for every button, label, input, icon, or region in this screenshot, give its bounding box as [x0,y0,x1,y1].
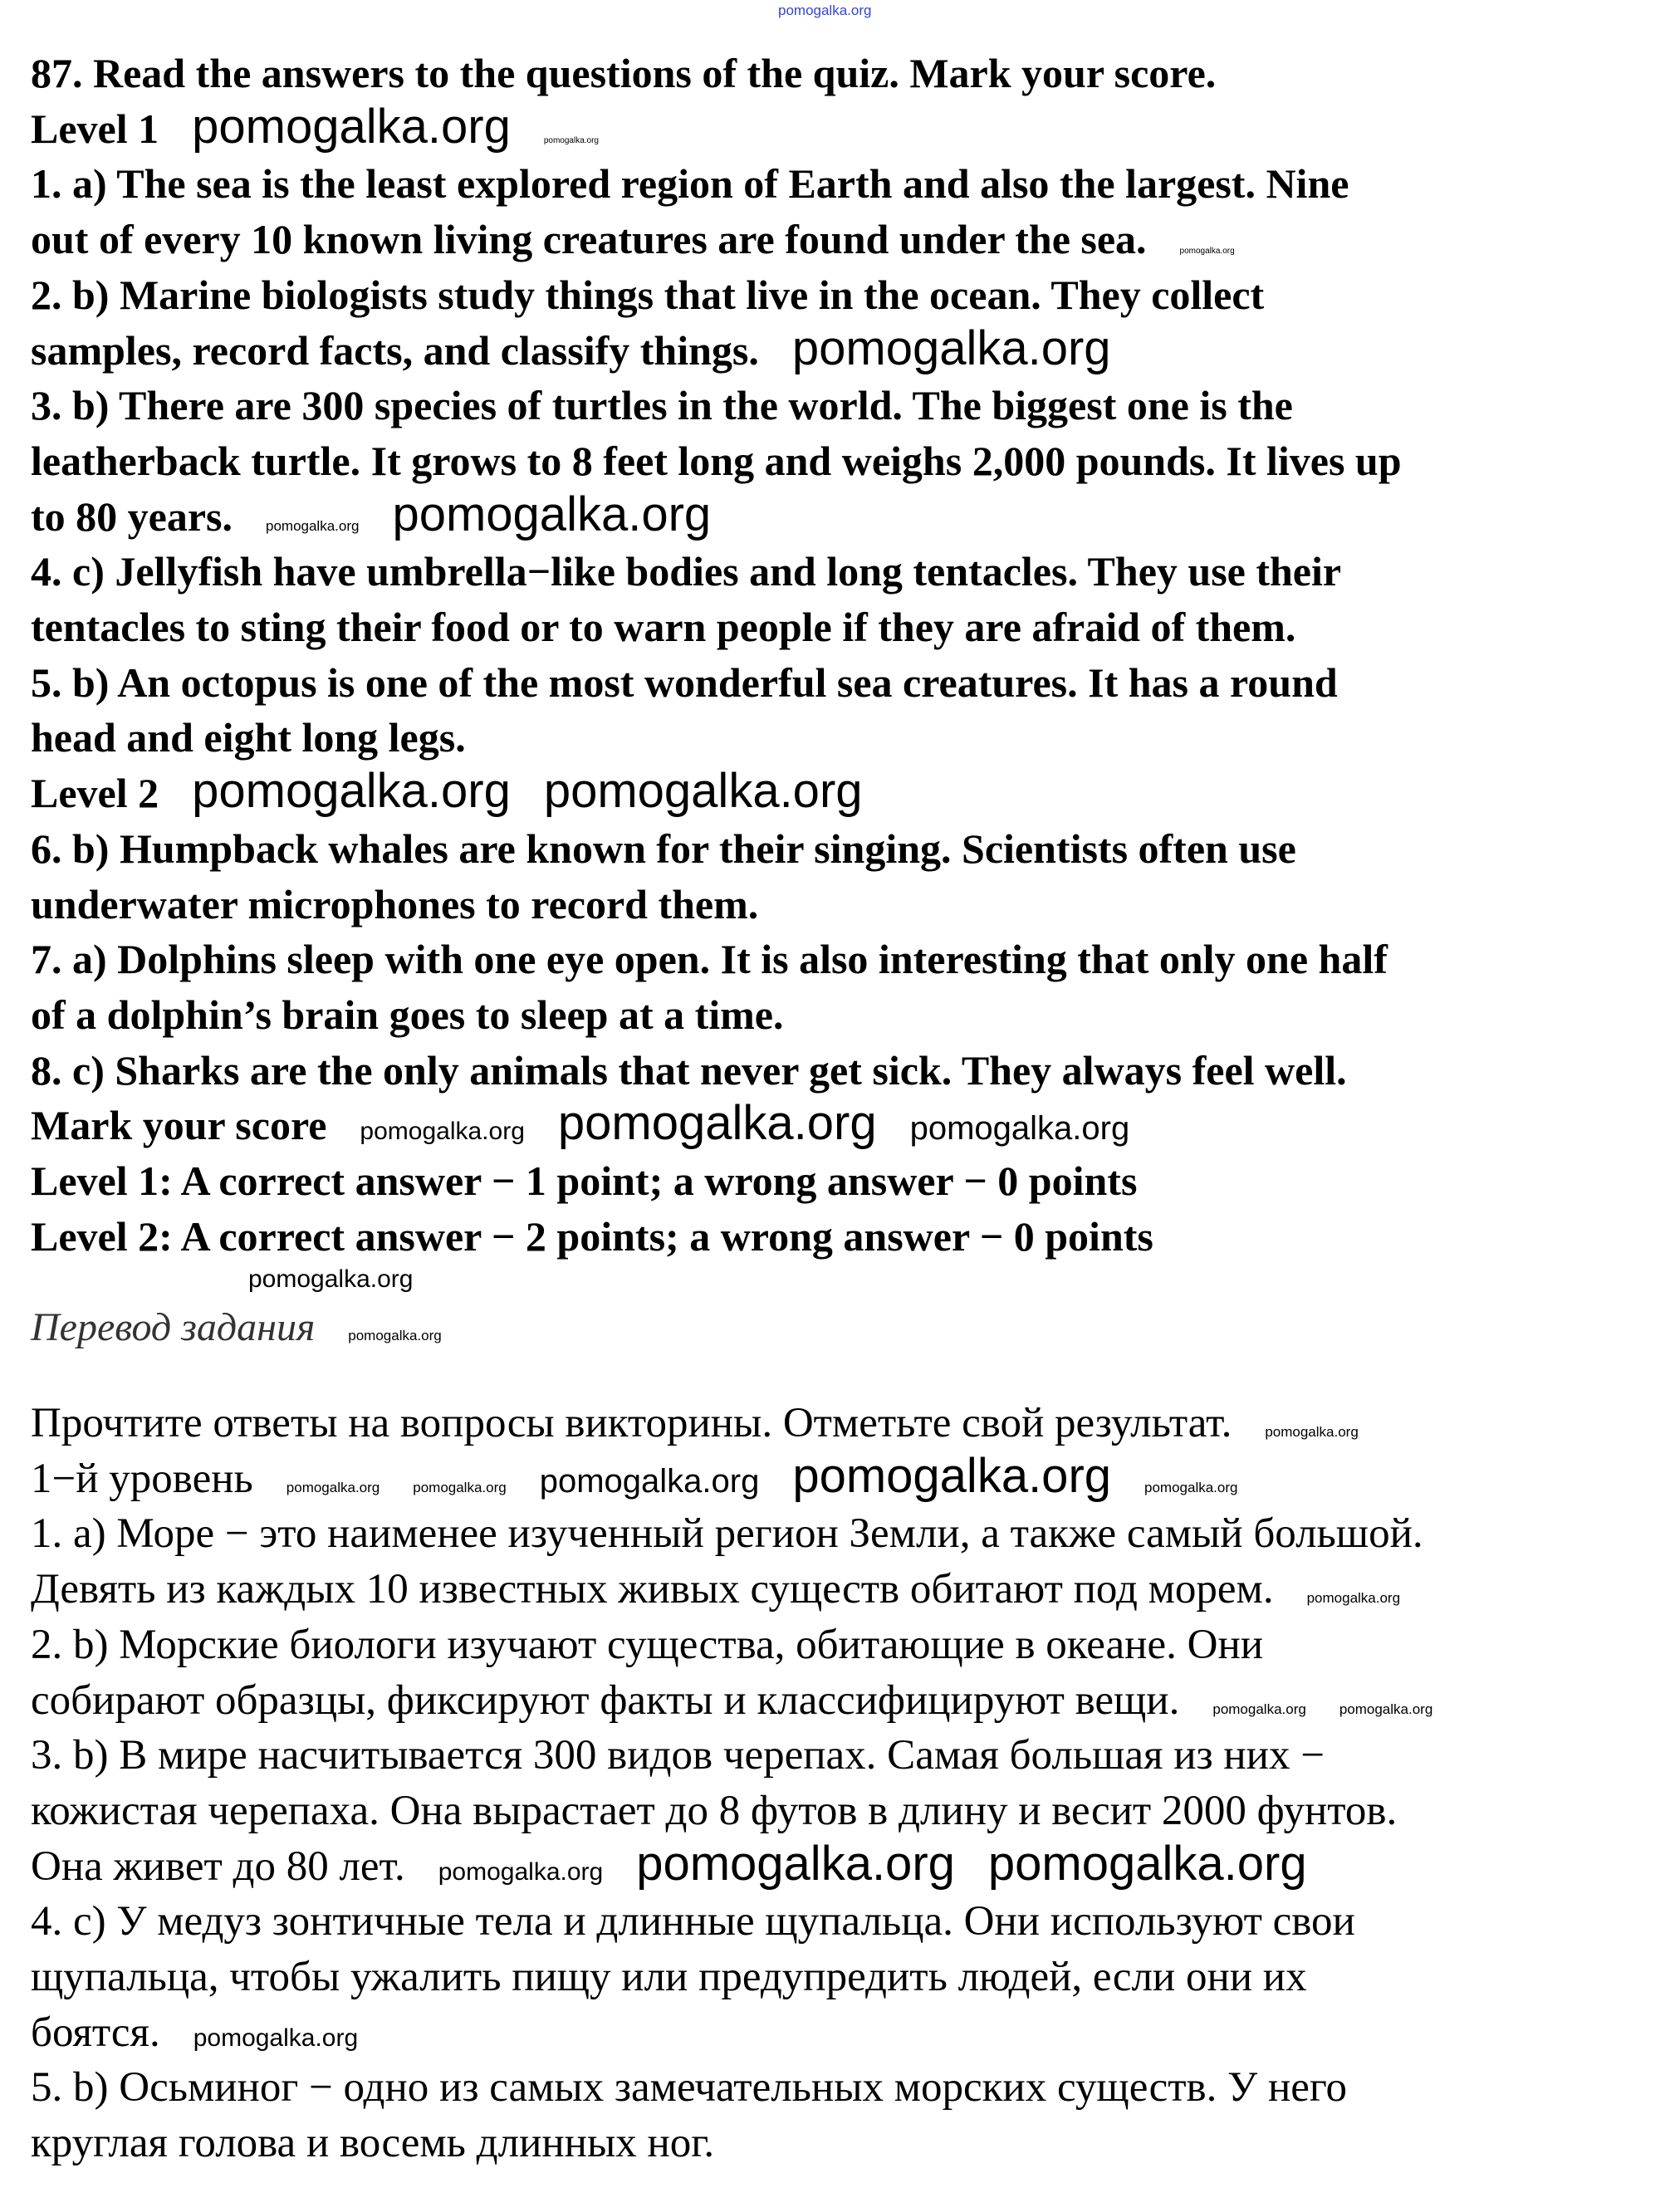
translation-line-text: круглая голова и восемь длинных ног. [31,2120,715,2167]
watermark: pomogalka.org [392,487,712,541]
task-line [31,1209,1153,1264]
translation-line-text: 5. b) Осьминог − одно из самых замечательных морских существ. У него [31,2064,1348,2112]
task-line [31,1153,1137,1208]
task-line-text: tentacles to sting their food or to warn people if they are afraid of them. [31,604,1296,650]
translation-line [31,1836,1307,1894]
task-line [31,212,1235,267]
watermark: pomogalka.org [1306,1590,1401,1607]
task-line-text: 8. c) Sharks are the only animals that never get sick. They always feel well. [31,1046,1347,1094]
task-line-text: 1. a) The sea is the least explored region of Earth and also the largest. Nine [31,160,1349,208]
task-line-text: Mark your score [31,1102,327,1149]
translation-line-text: 3. b) В мире насчитывается 300 видов черепах. Самая большая из них − [31,1732,1325,1779]
task-line [31,433,1402,488]
task-line [31,932,1388,986]
task-line [31,766,863,820]
task-line [31,489,711,544]
task-line-text: to 80 years. [31,492,233,540]
translation-line-text: щупальца, чтобы ужалить пищу или предупредить людей, если они их [31,1954,1307,2000]
task-line-text: Level 1: A correct answer − 1 point; a wrong answer − 0 points [31,1157,1138,1204]
watermark: pomogalka.org [348,1328,442,1343]
watermark: pomogalka.org [987,1836,1307,1891]
watermark: pomogalka.org [1144,1479,1238,1495]
translation-line [31,2005,358,2060]
watermark: pomogalka.org [413,1479,507,1495]
translation-line-text: боятся. [31,2009,160,2056]
watermark: pomogalka.org [1212,1701,1306,1717]
translation-line [31,1562,1400,1617]
watermark: pomogalka.org [248,1265,414,1293]
task-line [31,710,466,765]
translation-line [31,1396,1359,1451]
task-line-text: 7. a) Dolphins sleep with one eye open. It is also interesting that only one half [31,936,1388,983]
translation-line-text: собирают образцы, фиксируют факты и классифицируют вещи. [31,1676,1180,1724]
task-line [31,323,1111,378]
task-line [31,1043,1347,1098]
task-line [31,1098,1129,1152]
task-line [31,655,1338,710]
task-line-text: Level 1 [31,105,159,152]
task-title-text: 87. Read the answers to the questions of the quiz. Mark your score. [31,50,1217,96]
watermark: pomogalka.org [539,1462,760,1500]
translation-line [31,1617,1263,1672]
translation-line [31,1894,1355,1949]
watermark-top: pomogalka.org [778,2,872,18]
task-line [31,378,1293,433]
translation-heading-text: Перевод задания [31,1305,316,1349]
watermark: pomogalka.org [192,99,511,154]
watermark: pomogalka.org [266,517,360,534]
task-line-text: 6. b) Humpback whales are known for their singing. Scientists often use [31,825,1296,872]
watermark: pomogalka.org [1339,1701,1433,1717]
task-line-text: out of every 10 known living creatures are found under the sea. [31,216,1147,263]
task-line-text: 3. b) There are 300 species of turtles in the world. The biggest one is the [31,382,1293,429]
translation-line-text: Прочтите ответы на вопросы викторины. Отметьте свой результат. [31,1400,1232,1446]
task-line-text: of a dolphin’s brain goes to sleep at a time. [31,991,784,1038]
watermark: pomogalka.org [543,764,863,819]
watermark: pomogalka.org [192,764,511,819]
translation-line [31,1784,1397,1838]
translation-line [31,1950,1307,2004]
translation-line [31,1448,1238,1506]
translation-line [31,1728,1325,1783]
watermark: pomogalka.org [557,1096,877,1151]
watermark: pomogalka.org [909,1110,1130,1148]
task-line [31,101,599,156]
task-line-text: Level 2 [31,770,159,817]
task-line-text: leatherback turtle. It grows to 8 feet long and weighs 2,000 pounds. It lives up [31,437,1402,484]
watermark: pomogalka.org [438,1857,604,1886]
translation-line [31,2060,1347,2115]
task-line [31,821,1296,876]
task-line-text: 2. b) Marine biologists study things that live in the ocean. They collect [31,271,1265,318]
task-line-text: Level 2: A correct answer − 2 points; a wrong answer − 0 points [31,1212,1153,1260]
task-line-text: head and eight long legs. [31,714,466,761]
watermark: pomogalka.org [286,1479,380,1495]
translation-line [31,1506,1423,1561]
task-line-text: samples, record facts, and classify things. [31,326,759,374]
task-line [31,267,1264,322]
translation-line-text: 1−й уровень [31,1455,253,1502]
watermark: pomogalka.org [791,321,1111,375]
watermark: pomogalka.org [1265,1424,1359,1440]
task-line-text: 5. b) An octopus is one of the most wonderful sea creatures. It has a round [31,658,1338,706]
translation-line-text: Она живет до 80 лет. [31,1843,405,1890]
translation-line-text: кожистая черепаха. Она вырастает до 8 футов в длину и весит 2000 фунтов. [31,1787,1398,1834]
translation-heading [31,1300,442,1355]
translation-line-text: 2. b) Морские биологи изучают существа, обитающие в океане. Они [31,1621,1264,1668]
translation-line-text: Девять из каждых 10 известных живых существ обитают под морем. [31,1566,1274,1613]
translation-line-text: 1. а) Море − это наименее изученный регион Земли, а также самый большой. [31,1510,1423,1558]
task-line [31,544,1341,599]
translation-line-text: 4. с) У медуз зонтичные тела и длинные щупальца. Они используют свои [31,1898,1355,1945]
watermark: pomogalka.org [636,1836,955,1891]
task-title [31,46,1216,100]
watermark: pomogalka.org [193,2024,359,2052]
task-line-text: 4. c) Jellyfish have umbrella−like bodies and long tentacles. They use their [31,548,1342,595]
task-line [31,599,1295,654]
task-line [31,987,784,1042]
task-line [31,156,1349,211]
watermark: pomogalka.org [792,1448,1112,1503]
watermark: pomogalka.org [543,135,599,145]
watermark: pomogalka.org [1179,247,1235,257]
translation-line [31,2116,714,2170]
translation-line [31,1673,1432,1728]
watermark: pomogalka.org [360,1118,525,1146]
task-line [31,877,758,932]
task-line-text: underwater microphones to record them. [31,880,759,927]
